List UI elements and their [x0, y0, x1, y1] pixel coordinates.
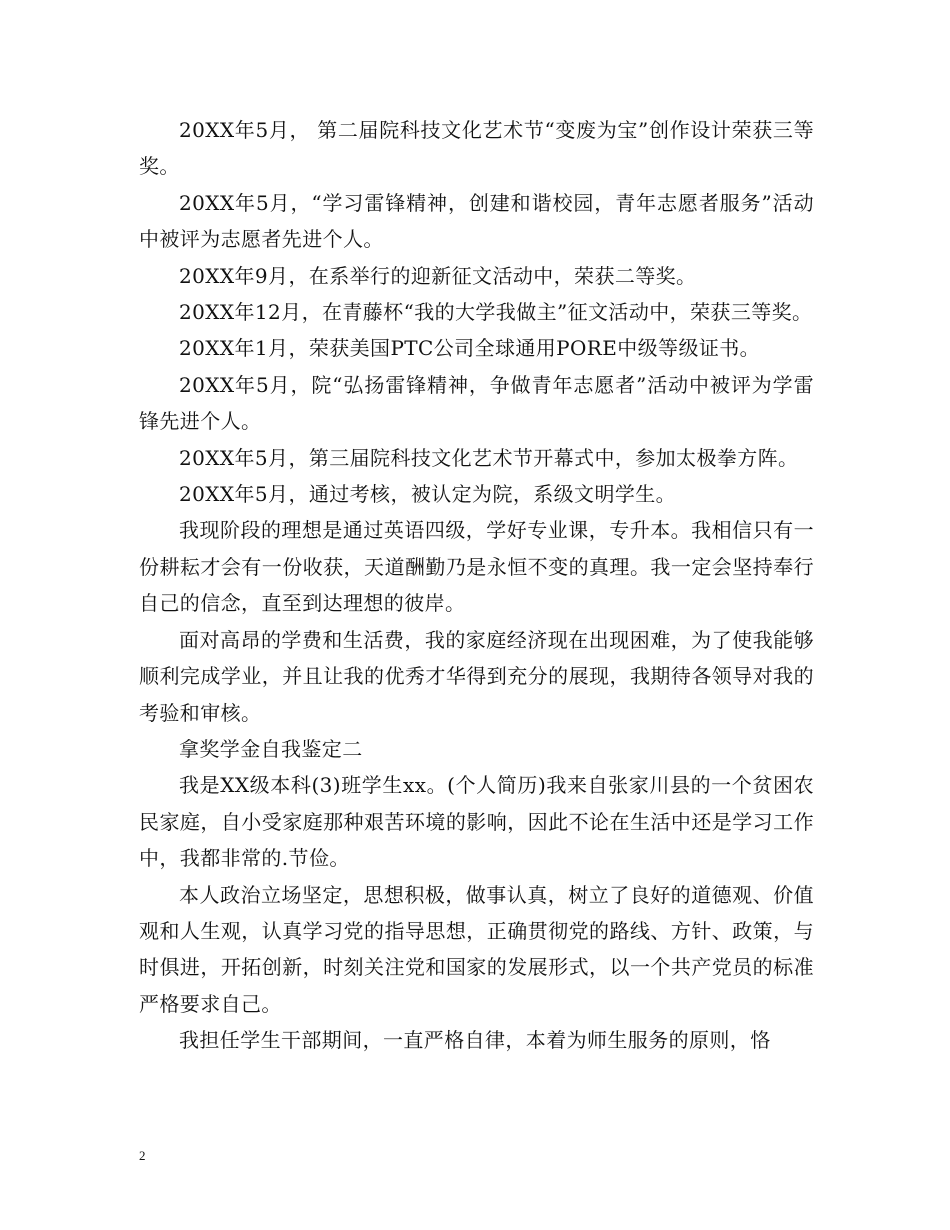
paragraph-ideal: 我现阶段的理想是通过英语四级，学好专业课，专升本。我相信只有一份耕耘才会有一份收获，天道酬勤乃是永恒不变的真理。我一定会坚持奉行自己的信念，直至到达理想的彼岸。	[139, 518, 814, 616]
paragraph-award-6: 20XX年5月，院“弘扬雷锋精神，争做青年志愿者”活动中被评为学雷锋先进个人。	[139, 372, 814, 434]
paragraph-award-4: 20XX年12月，在青藤杯“我的大学我做主”征文活动中，荣获三等奖。	[179, 300, 813, 325]
paragraph-request: 面对高昂的学费和生活费，我的家庭经济现在出现困难，为了使我能够顺利完成学业，并且让我的优秀才华得到充分的展现，我期待各领导对我的考验和审核。	[139, 627, 814, 725]
document-body	[139, 112, 814, 1059]
page-number: 2	[139, 1148, 146, 1163]
paragraph-political-stance: 本人政治立场坚定，思想积极，做事认真，树立了良好的道德观、价值观和人生观，认真学习党的指导思想，正确贯彻党的路线、方针、政策，与时俱进，开拓创新，时刻关注党和国家的发展形式，以一个共产党员的标准严格要求自己。	[139, 882, 814, 1016]
paragraph-student-cadre: 我担任学生干部期间，一直严格自律，本着为师生服务的原则，恪	[179, 1028, 771, 1053]
paragraph-award-7: 20XX年5月，第三届院科技文化艺术节开幕式中，参加太极拳方阵。	[179, 445, 799, 470]
paragraph-award-5: 20XX年1月，荣获美国PTC公司全球通用PORE中级等级证书。	[179, 336, 761, 361]
paragraph-award-3: 20XX年9月，在系举行的迎新征文活动中，荣获二等奖。	[179, 263, 697, 288]
paragraph-award-1: 20XX年5月， 第二届院科技文化艺术节“变废为宝”创作设计荣获三等奖。	[139, 118, 814, 179]
paragraph-award-8: 20XX年5月，通过考核，被认定为院，系级文明学生。	[179, 482, 677, 507]
paragraph-introduction: 我是XX级本科(3)班学生xx。(个人简历)我来自张家川县的一个贫困农民家庭，自小受家庭那种艰苦环境的影响，因此不论在生活中还是学习工作中，我都非常的.节俭。	[139, 773, 814, 871]
section-heading: 拿奖学金自我鉴定二	[179, 736, 363, 761]
paragraph-award-2: 20XX年5月，“学习雷锋精神，创建和谐校园，青年志愿者服务”活动中被评为志愿者先进个人。	[139, 190, 814, 252]
